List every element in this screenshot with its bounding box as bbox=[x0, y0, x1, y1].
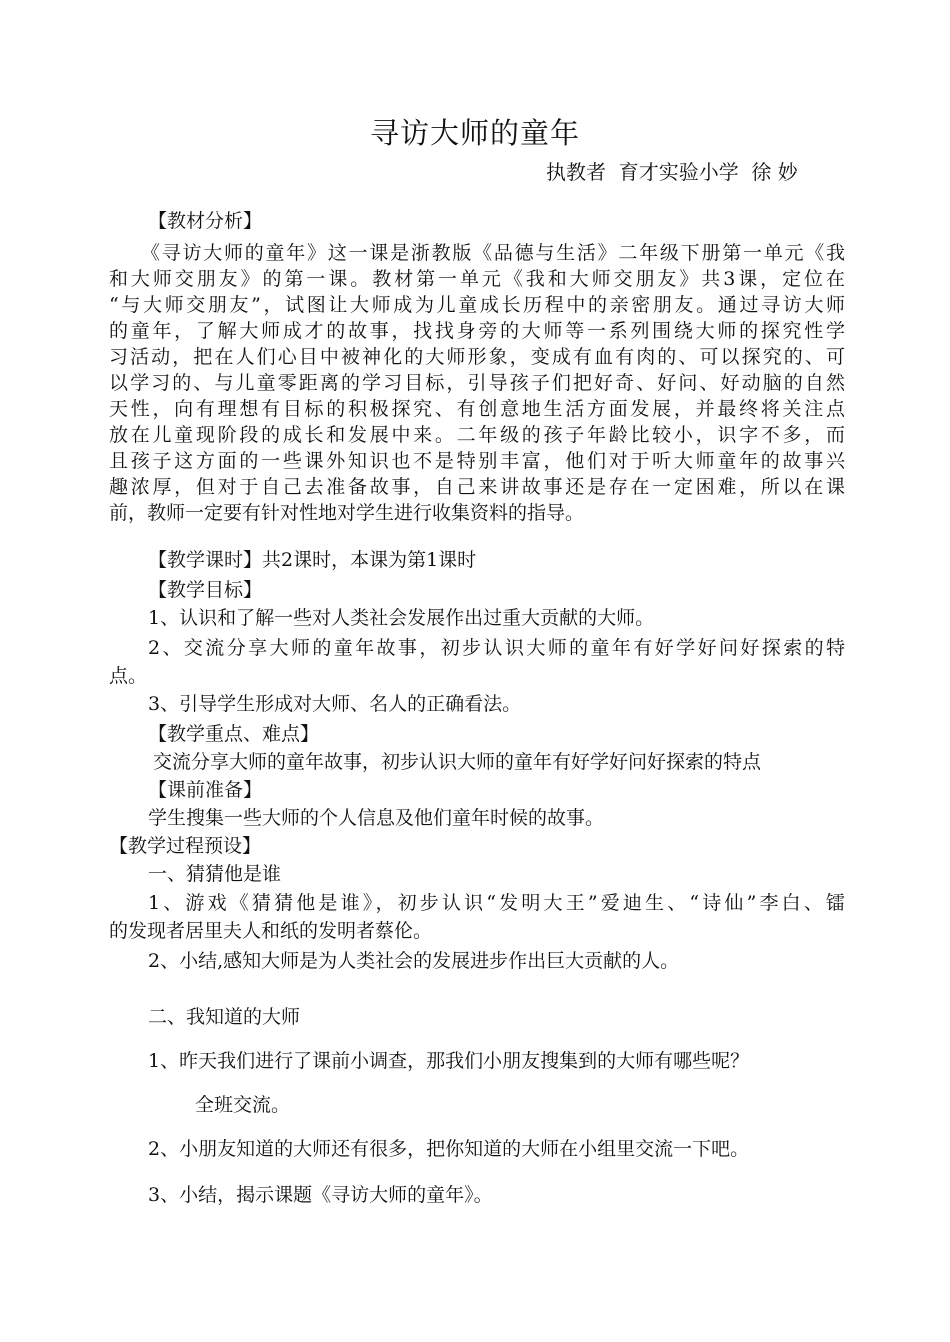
key-points-text: 交流分享大师的童年故事，初步认识大师的童年有好学好问好探索的特点 bbox=[153, 751, 762, 773]
part-heading: 一、猜猜他是谁 bbox=[148, 863, 282, 885]
process-item: 2、小朋友知道的大师还有很多，把你知道的大师在小组里交流一下吧。 bbox=[148, 1138, 750, 1160]
preparation-text: 学生搜集一些大师的个人信息及他们童年时候的故事。 bbox=[148, 807, 605, 829]
author-line: 执教者 育才实验小学 徐 妙 bbox=[546, 160, 798, 184]
paragraph-line: 天性，向有理想有目标的积极探究、有创意地生活方面发展，并最终将关注点 bbox=[109, 398, 845, 420]
section-heading-material-analysis: 【教材分析】 bbox=[148, 210, 263, 232]
section-heading-preparation: 【课前准备】 bbox=[148, 779, 263, 801]
process-item-continued: 的发现者居里夫人和纸的发明者蔡伦。 bbox=[109, 920, 433, 942]
paragraph-line: 《寻访大师的童年》这一课是浙教版《品德与生活》二年级下册第一单元《我 bbox=[141, 242, 845, 264]
process-item-note: 全班交流。 bbox=[195, 1094, 291, 1116]
process-item: 1、游戏《猜猜他是谁》，初步认识“发明大王”爱迪生、“诗仙”李白、镭 bbox=[148, 892, 845, 914]
paragraph-line: 的童年，了解大师成才的故事，找找身旁的大师等一系列围绕大师的探究性学 bbox=[109, 320, 845, 342]
paragraph-line: 和大师交朋友》的第一课。教材第一单元《我和大师交朋友》共3课，定位在 bbox=[109, 268, 845, 290]
process-item: 1、昨天我们进行了课前小调查，那我们小朋友搜集到的大师有哪些呢？ bbox=[148, 1050, 750, 1072]
paragraph-line: 趣浓厚，但对于自己去准备故事，自己来讲故事还是存在一定困难，所以在课 bbox=[109, 476, 845, 498]
paragraph-line: 且孩子这方面的一些课外知识也不是特别丰富，他们对于听大师童年的故事兴 bbox=[109, 450, 845, 472]
page-title: 寻访大师的童年 bbox=[369, 116, 580, 150]
process-item: 2、小结,感知大师是为人类社会的发展进步作出巨大贡献的人。 bbox=[148, 950, 680, 972]
paragraph-line: 前，教师一定要有针对性地对学生进行收集资料的指导。 bbox=[109, 502, 585, 524]
objective-item: 1、认识和了解一些对人类社会发展作出过重大贡献的大师。 bbox=[148, 607, 655, 629]
section-heading-process: 【教学过程预设】 bbox=[109, 835, 262, 857]
objective-item: 2、交流分享大师的童年故事，初步认识大师的童年有好学好问好探索的特 bbox=[148, 637, 845, 659]
paragraph-line: 放在儿童现阶段的成长和发展中来。二年级的孩子年龄比较小，识字不多，而 bbox=[109, 424, 845, 446]
paragraph-line: 以学习的、与儿童零距离的学习目标，引导孩子们把好奇、好问、好动脑的自然 bbox=[109, 372, 845, 394]
objective-item: 3、引导学生形成对大师、名人的正确看法。 bbox=[148, 693, 522, 715]
section-heading-key-points: 【教学重点、难点】 bbox=[148, 723, 320, 745]
paragraph-line: 习活动，把在人们心目中被神化的大师形象，变成有血有肉的、可以探究的、可 bbox=[109, 346, 845, 368]
objective-item-continued: 点。 bbox=[109, 665, 148, 687]
section-heading-objectives: 【教学目标】 bbox=[148, 579, 263, 601]
process-item: 3、小结，揭示课题《寻访大师的童年》。 bbox=[148, 1184, 493, 1206]
paragraph-line: “与大师交朋友”，试图让大师成为儿童成长历程中的亲密朋友。通过寻访大师 bbox=[109, 294, 845, 316]
class-hours: 【教学课时】共2课时，本课为第1课时 bbox=[148, 549, 477, 571]
part-heading: 二、我知道的大师 bbox=[148, 1006, 301, 1028]
